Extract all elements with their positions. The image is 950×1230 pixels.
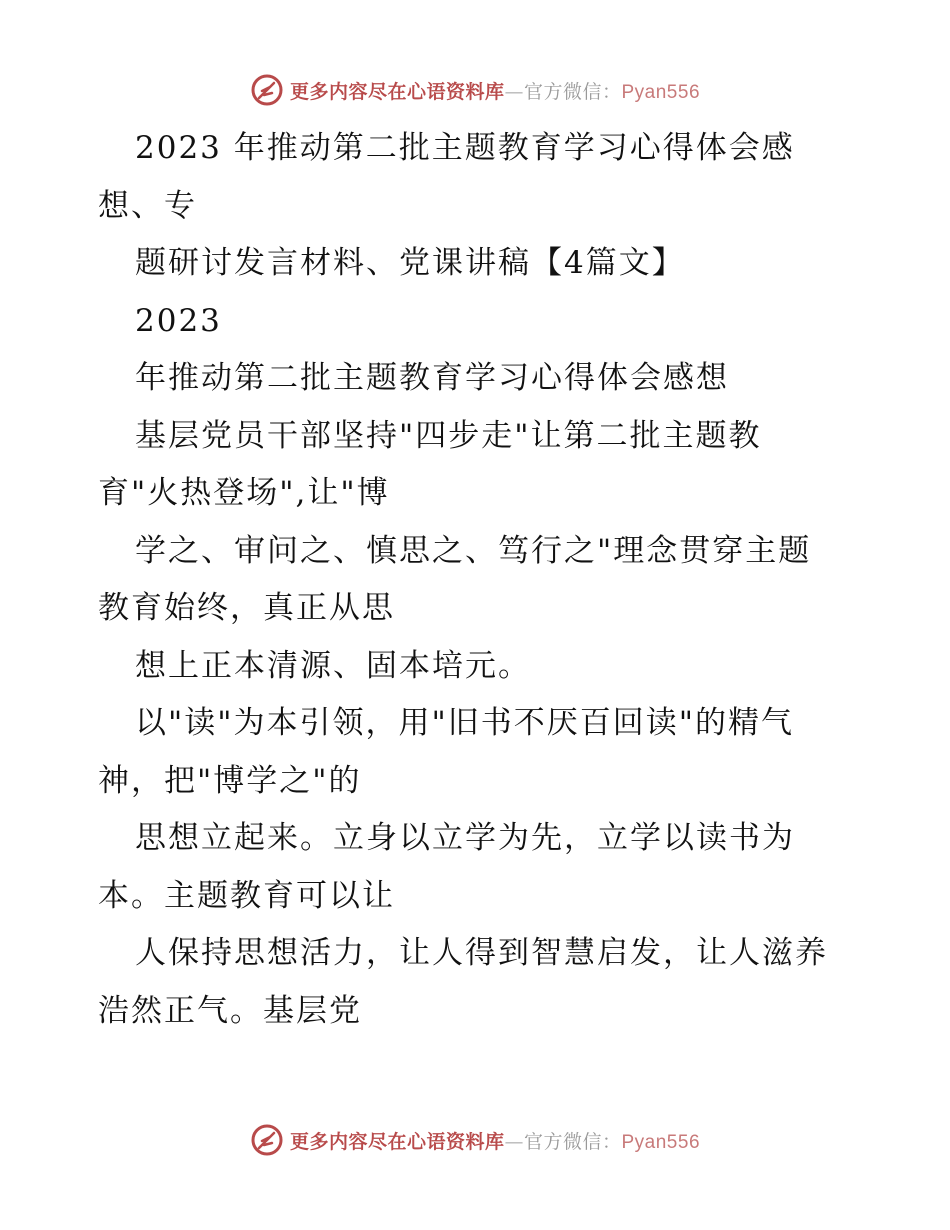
text-line: 人保持思想活力，让人得到智慧启发，让人滋养 — [135, 935, 828, 971]
watermark-separator: — — [504, 80, 524, 103]
text-line: 本。主题教育可以让 — [98, 877, 395, 914]
text-line: 年推动第二批主题教育学习心得体会感想 — [135, 360, 729, 396]
text-line: 育"火热登场",让"博 — [98, 475, 390, 511]
text-line: 基层党员干部坚持"四步走"让第二批主题教 — [135, 417, 762, 454]
text-line: 神，把"博学之"的 — [98, 762, 362, 799]
text-line: 浩然正气。基层党 — [98, 992, 362, 1029]
text-line: 教育始终，真正从思 — [98, 590, 395, 626]
watermark-wechat-id: Pyan556 — [621, 1131, 701, 1153]
text-line: 学之、审问之、慎思之、笃行之"理念贯穿主题 — [135, 532, 812, 569]
header-watermark — [0, 70, 950, 110]
text-line: 题研讨发言材料、党课讲稿【4篇文】 — [135, 245, 685, 281]
watermark-brand: 更多内容尽在心语资料库 — [289, 80, 505, 103]
text-line: 2023 年推动第二批主题教育学习心得体会感 — [135, 130, 795, 166]
text-line: 思想立起来。立身以立学为先，立学以读书为 — [135, 820, 795, 856]
text-line: 2023 — [135, 302, 222, 339]
watermark-wechat-id: Pyan556 — [621, 81, 701, 103]
text-line: 想、专 — [98, 187, 197, 224]
feather-logo-icon — [250, 1123, 284, 1157]
text-line: 以"读"为本引领，用"旧书不厌百回读"的精气 — [135, 705, 795, 741]
watermark-label: 官方微信： — [523, 1130, 622, 1153]
document-body — [0, 120, 950, 1040]
watermark-label: 官方微信： — [523, 80, 622, 103]
watermark-separator: — — [504, 1130, 524, 1153]
watermark-brand: 更多内容尽在心语资料库 — [289, 1130, 505, 1153]
footer-watermark — [0, 1120, 950, 1160]
feather-logo-icon — [250, 73, 284, 107]
text-line: 想上正本清源、固本培元。 — [135, 647, 531, 684]
